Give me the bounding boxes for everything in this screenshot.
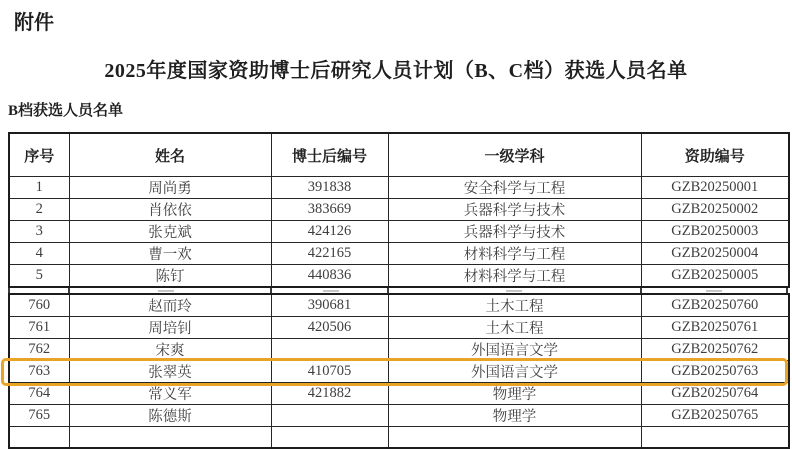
table-cell: GZB20250762	[641, 339, 789, 361]
table-row	[9, 294, 789, 317]
table-cell: 肖依依	[69, 199, 271, 221]
header-cell-name: 姓名	[69, 133, 271, 177]
table-cell	[271, 339, 388, 361]
header-cell-seq: 序号	[9, 133, 69, 177]
table-cell	[9, 427, 69, 449]
table-cell: 2	[9, 199, 69, 221]
table-cell: 422165	[271, 243, 388, 265]
table-cell: 宋爽	[69, 339, 271, 361]
table-row	[9, 177, 789, 199]
table-cell	[271, 427, 388, 449]
table-cell: 常义军	[69, 383, 271, 405]
table-row	[9, 405, 789, 427]
table-cell: 土木工程	[388, 294, 641, 317]
roster-table-upper	[8, 132, 790, 288]
table-row	[9, 383, 789, 405]
table-cell: 440836	[271, 265, 388, 288]
table-cell: GZB20250005	[641, 265, 789, 288]
header-row	[9, 133, 789, 177]
table-cell: 周培钊	[69, 317, 271, 339]
table-cell: 410705	[271, 361, 388, 383]
table-cell: 1	[9, 177, 69, 199]
table-cell: 土木工程	[388, 317, 641, 339]
partial-clipped-row	[9, 427, 789, 449]
table-row	[9, 221, 789, 243]
table-cell: 张克斌	[69, 221, 271, 243]
table-cell: 390681	[271, 294, 388, 317]
table-cell: 765	[9, 405, 69, 427]
table-cell: 陈德斯	[69, 405, 271, 427]
table-cell: GZB20250001	[641, 177, 789, 199]
column-line-stub	[387, 288, 389, 293]
table-cell: 421882	[271, 383, 388, 405]
table-row	[9, 199, 789, 221]
table-cell: 物理学	[388, 405, 641, 427]
header-cell-postdoc-id: 博士后编号	[271, 133, 388, 177]
table-cell: 762	[9, 339, 69, 361]
table-cell: 3	[9, 221, 69, 243]
omitted-text-smudge	[706, 290, 722, 292]
table-cell: 391838	[271, 177, 388, 199]
column-line-stub	[270, 288, 272, 293]
table-cell: 760	[9, 294, 69, 317]
table-cell: GZB20250763	[641, 361, 789, 383]
table-cell	[641, 427, 789, 449]
table-cell: 材料科学与工程	[388, 243, 641, 265]
table-cell: 兵器科学与技术	[388, 221, 641, 243]
table-cell: GZB20250002	[641, 199, 789, 221]
table-cell: 764	[9, 383, 69, 405]
table-cell: 张翠英	[69, 361, 271, 383]
table-cell	[69, 427, 271, 449]
table-cell: 外国语言文学	[388, 339, 641, 361]
table-cell: 763	[9, 361, 69, 383]
column-line-stub	[786, 288, 788, 293]
omitted-text-smudge	[158, 290, 174, 292]
column-line-stub	[640, 288, 642, 293]
header-cell-discipline: 一级学科	[388, 133, 641, 177]
omitted-text-smudge	[323, 290, 339, 292]
table-cell	[388, 427, 641, 449]
table-cell: GZB20250765	[641, 405, 789, 427]
table-cell: GZB20250764	[641, 383, 789, 405]
table-cell: GZB20250004	[641, 243, 789, 265]
table-cell: 曹一欢	[69, 243, 271, 265]
table-cell: 安全科学与工程	[388, 177, 641, 199]
table-cell: 424126	[271, 221, 388, 243]
table-cell: 赵而玲	[69, 294, 271, 317]
section-label: B档获选人员名单	[8, 103, 124, 119]
omitted-rows-gap	[8, 288, 788, 293]
table-row	[9, 361, 789, 383]
table-row	[9, 339, 789, 361]
table-cell: 4	[9, 243, 69, 265]
table-cell: 761	[9, 317, 69, 339]
table-cell: 材料科学与工程	[388, 265, 641, 288]
table-row	[9, 243, 789, 265]
table-cell: 外国语言文学	[388, 361, 641, 383]
roster-table-area	[8, 132, 788, 449]
table-cell: GZB20250760	[641, 294, 789, 317]
table-cell: 陈钉	[69, 265, 271, 288]
table-cell: GZB20250003	[641, 221, 789, 243]
header-cell-fund-id: 资助编号	[641, 133, 789, 177]
document-title: 2025年度国家资助博士后研究人员计划（B、C档）获选人员名单	[104, 60, 688, 82]
column-line-stub	[8, 288, 10, 293]
table-cell: 兵器科学与技术	[388, 199, 641, 221]
table-cell: GZB20250761	[641, 317, 789, 339]
table-cell: 物理学	[388, 383, 641, 405]
table-row	[9, 265, 789, 288]
column-line-stub	[68, 288, 70, 293]
attachment-label: 附件	[14, 12, 54, 34]
table-cell	[271, 405, 388, 427]
table-cell: 周尚勇	[69, 177, 271, 199]
table-cell: 420506	[271, 317, 388, 339]
table-cell: 383669	[271, 199, 388, 221]
omitted-text-smudge	[506, 290, 522, 292]
table-row	[9, 317, 789, 339]
table-cell: 5	[9, 265, 69, 288]
roster-table-lower	[8, 293, 790, 449]
